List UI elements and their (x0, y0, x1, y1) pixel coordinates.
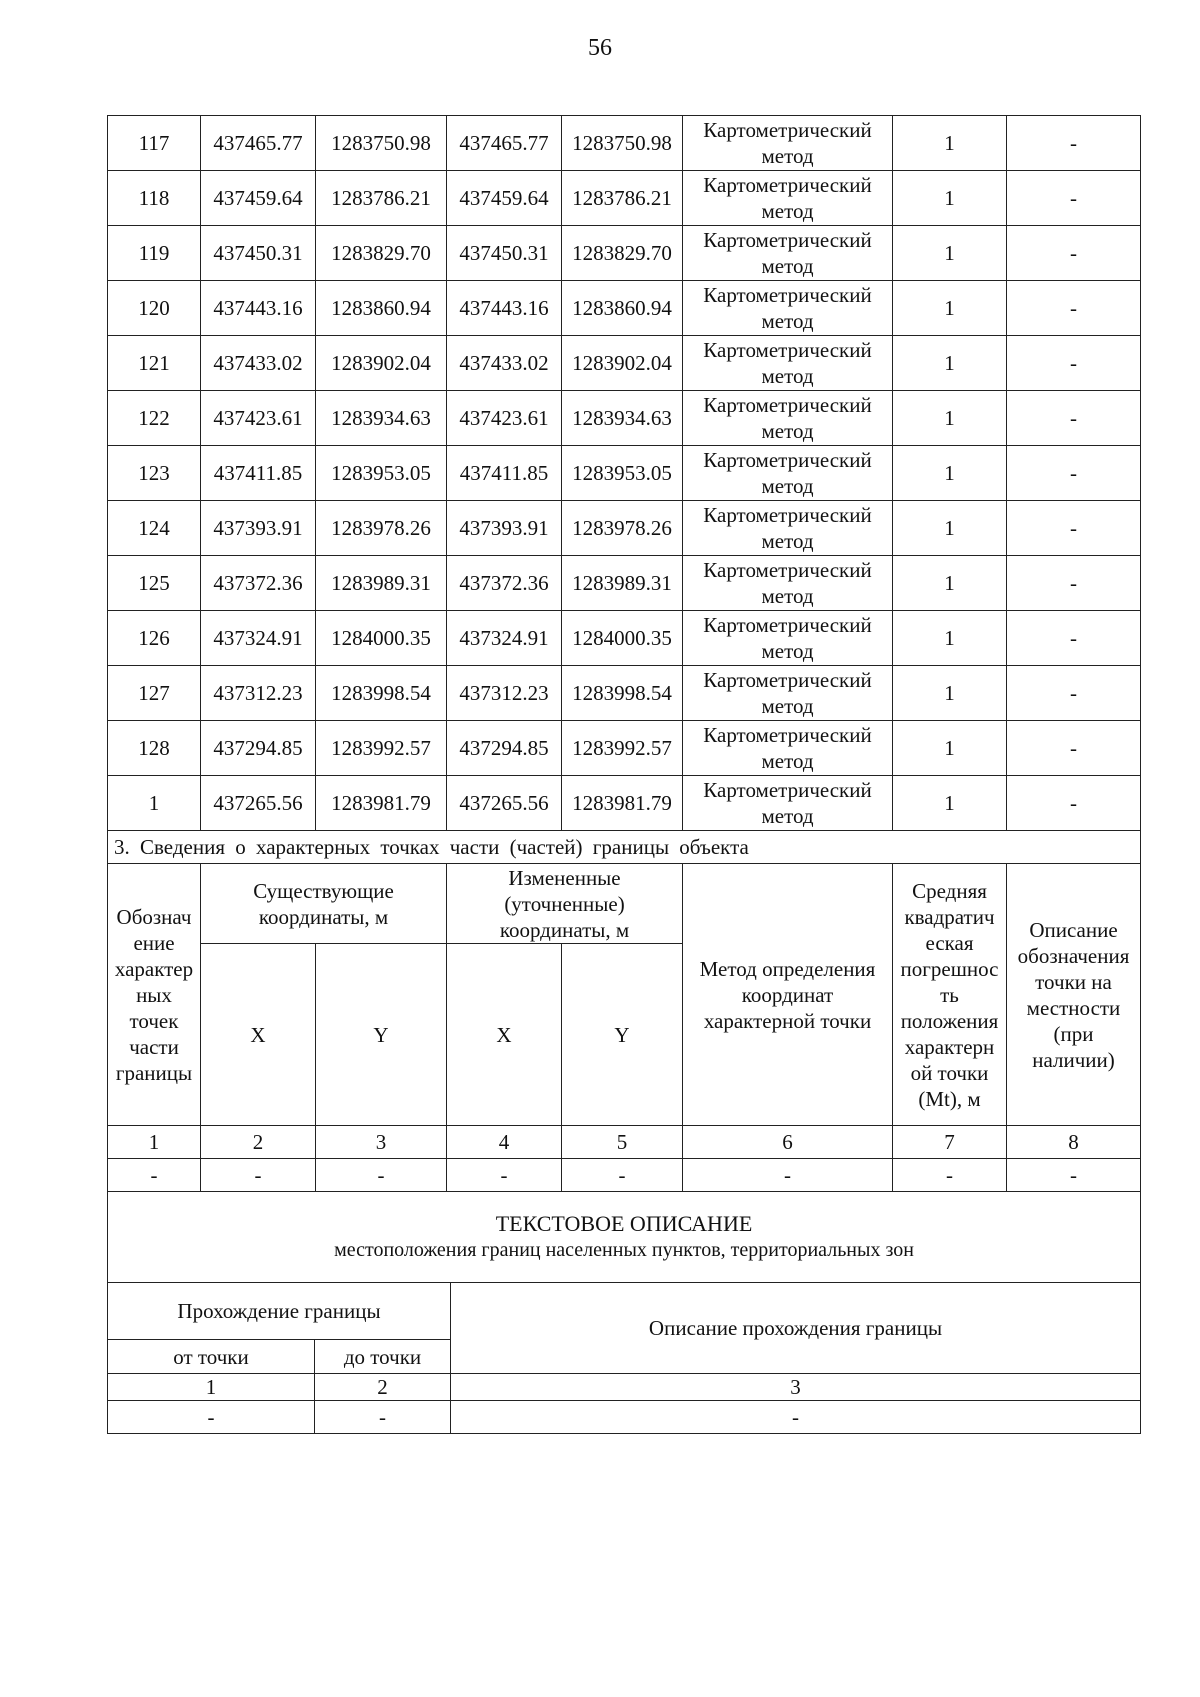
coord-y1: 1283992.57 (316, 721, 447, 776)
table-row (108, 666, 1141, 721)
method-line-1: Картометрический (703, 503, 872, 527)
coord-y1: 1284000.35 (316, 611, 447, 666)
method-line-1: Картометрический (703, 558, 872, 582)
coord-y2: 1283829.70 (562, 226, 683, 281)
coord-y1: 1283829.70 (316, 226, 447, 281)
point-id: 117 (108, 116, 201, 171)
method-cell (683, 556, 893, 611)
coord-x1: 437312.23 (201, 666, 316, 721)
header-from-point: от точки (108, 1340, 315, 1374)
method-line-1: Картометрический (703, 228, 872, 252)
coord-x1: 437459.64 (201, 171, 316, 226)
mean-error: 1 (893, 666, 1007, 721)
method-line-2: метод (761, 199, 814, 223)
coord-x2: 437411.85 (447, 446, 562, 501)
header-y-changed: Y (562, 944, 683, 1126)
method-cell (683, 611, 893, 666)
empty-cell: - (683, 1159, 893, 1192)
coord-x1: 437372.36 (201, 556, 316, 611)
mean-error: 1 (893, 391, 1007, 446)
mean-error: 1 (893, 171, 1007, 226)
table-row (108, 391, 1141, 446)
header-boundary-passage: Прохождение границы (108, 1283, 451, 1340)
header-x-changed: X (447, 944, 562, 1126)
coord-x1: 437443.16 (201, 281, 316, 336)
method-line-1: Картометрический (703, 393, 872, 417)
coord-y2: 1283934.63 (562, 391, 683, 446)
method-line-1: Картометрический (703, 668, 872, 692)
coord-x2: 437372.36 (447, 556, 562, 611)
point-description: - (1007, 666, 1141, 721)
table-row (108, 556, 1141, 611)
method-line-2: метод (761, 364, 814, 388)
method-cell (683, 666, 893, 721)
point-id: 127 (108, 666, 201, 721)
empty-cell: - (108, 1401, 315, 1434)
table-row (108, 226, 1141, 281)
col-number: 3 (316, 1126, 447, 1159)
coord-x2: 437433.02 (447, 336, 562, 391)
section-3-title: 3. Сведения о характерных точках части (частей) границы объекта (108, 831, 1141, 864)
table-row (108, 611, 1141, 666)
point-description: - (1007, 721, 1141, 776)
coord-x2: 437393.91 (447, 501, 562, 556)
mean-error: 1 (893, 776, 1007, 831)
header-passage-description: Описание прохождения границы (451, 1283, 1141, 1374)
method-line-1: Картометрический (703, 448, 872, 472)
coord-y2: 1283902.04 (562, 336, 683, 391)
method-line-2: метод (761, 419, 814, 443)
coord-x2: 437459.64 (447, 171, 562, 226)
coord-x2: 437312.23 (447, 666, 562, 721)
point-id: 120 (108, 281, 201, 336)
mean-error: 1 (893, 116, 1007, 171)
point-id: 125 (108, 556, 201, 611)
coord-y2: 1283860.94 (562, 281, 683, 336)
method-cell (683, 446, 893, 501)
col-number: 2 (315, 1374, 451, 1401)
col-number: 2 (201, 1126, 316, 1159)
point-id: 121 (108, 336, 201, 391)
coord-x2: 437450.31 (447, 226, 562, 281)
method-line-2: метод (761, 254, 814, 278)
header-to-point: до точки (315, 1340, 451, 1374)
col-number: 1 (108, 1126, 201, 1159)
coord-y2: 1284000.35 (562, 611, 683, 666)
header-method: Метод определения координат характерной точки (683, 864, 893, 1126)
text-description-heading (108, 1192, 1141, 1283)
method-line-1: Картометрический (703, 778, 872, 802)
point-id: 119 (108, 226, 201, 281)
coord-y2: 1283978.26 (562, 501, 683, 556)
method-line-1: Картометрический (703, 338, 872, 362)
coord-y1: 1283786.21 (316, 171, 447, 226)
point-description: - (1007, 116, 1141, 171)
empty-data-row (108, 1159, 1141, 1192)
mean-error: 1 (893, 446, 1007, 501)
col-number: 3 (451, 1374, 1141, 1401)
coord-y1: 1283989.31 (316, 556, 447, 611)
col-number: 8 (1007, 1126, 1141, 1159)
text-column-numbers-row (108, 1374, 1141, 1401)
coord-y2: 1283981.79 (562, 776, 683, 831)
method-cell (683, 501, 893, 556)
coord-x2: 437465.77 (447, 116, 562, 171)
coord-x2: 437324.91 (447, 611, 562, 666)
method-line-2: метод (761, 144, 814, 168)
header-mean-error: Средняя квадратич еская погрешнос ть положения характерн ой точки (Mt), м (893, 864, 1007, 1126)
mean-error: 1 (893, 226, 1007, 281)
mean-error: 1 (893, 556, 1007, 611)
empty-cell: - (201, 1159, 316, 1192)
point-id: 128 (108, 721, 201, 776)
method-cell (683, 391, 893, 446)
point-description: - (1007, 446, 1141, 501)
method-line-1: Картометрический (703, 723, 872, 747)
point-description: - (1007, 556, 1141, 611)
coord-y1: 1283902.04 (316, 336, 447, 391)
col-number: 4 (447, 1126, 562, 1159)
table-row (108, 446, 1141, 501)
method-line-2: метод (761, 584, 814, 608)
method-cell (683, 116, 893, 171)
column-numbers-row (108, 1126, 1141, 1159)
text-empty-row (108, 1401, 1141, 1434)
table-row (108, 501, 1141, 556)
point-id: 124 (108, 501, 201, 556)
method-line-2: метод (761, 694, 814, 718)
mean-error: 1 (893, 281, 1007, 336)
table-row (108, 116, 1141, 171)
point-description: - (1007, 226, 1141, 281)
coord-y2: 1283750.98 (562, 116, 683, 171)
method-line-2: метод (761, 804, 814, 828)
coord-y1: 1283934.63 (316, 391, 447, 446)
method-line-1: Картометрический (703, 118, 872, 142)
point-id: 1 (108, 776, 201, 831)
point-description: - (1007, 501, 1141, 556)
text-description-subtitle: местоположения границ населенных пунктов, территориальных зон (334, 1239, 914, 1261)
empty-cell: - (562, 1159, 683, 1192)
col-number: 7 (893, 1126, 1007, 1159)
table-row (108, 776, 1141, 831)
coord-y1: 1283750.98 (316, 116, 447, 171)
method-line-1: Картометрический (703, 613, 872, 637)
empty-cell: - (451, 1401, 1141, 1434)
empty-cell: - (108, 1159, 201, 1192)
point-id: 122 (108, 391, 201, 446)
point-description: - (1007, 336, 1141, 391)
method-line-2: метод (761, 474, 814, 498)
table-row (108, 281, 1141, 336)
point-description: - (1007, 391, 1141, 446)
coord-x1: 437393.91 (201, 501, 316, 556)
coord-x1: 437265.56 (201, 776, 316, 831)
coordinates-table (107, 115, 1141, 1192)
table-row (108, 171, 1141, 226)
method-cell (683, 336, 893, 391)
col-number: 5 (562, 1126, 683, 1159)
coord-y1: 1283860.94 (316, 281, 447, 336)
header-existing-coords: Существующие координаты, м (201, 864, 447, 944)
coord-x1: 437411.85 (201, 446, 316, 501)
coord-y1: 1283998.54 (316, 666, 447, 721)
empty-cell: - (447, 1159, 562, 1192)
header-changed-coords: Измененные (уточненные) координаты, м (447, 864, 683, 944)
coord-x2: 437443.16 (447, 281, 562, 336)
method-cell (683, 281, 893, 336)
method-cell (683, 226, 893, 281)
method-line-2: метод (761, 529, 814, 553)
method-line-2: метод (761, 309, 814, 333)
empty-cell: - (315, 1401, 451, 1434)
method-cell (683, 171, 893, 226)
method-cell (683, 776, 893, 831)
coord-y2: 1283992.57 (562, 721, 683, 776)
empty-cell: - (316, 1159, 447, 1192)
coord-x2: 437265.56 (447, 776, 562, 831)
point-id: 118 (108, 171, 201, 226)
coord-y2: 1283998.54 (562, 666, 683, 721)
coord-y1: 1283981.79 (316, 776, 447, 831)
coord-x1: 437423.61 (201, 391, 316, 446)
point-description: - (1007, 281, 1141, 336)
coord-x1: 437324.91 (201, 611, 316, 666)
method-line-2: метод (761, 749, 814, 773)
mean-error: 1 (893, 501, 1007, 556)
point-id: 123 (108, 446, 201, 501)
header-x-existing: X (201, 944, 316, 1126)
coord-x2: 437423.61 (447, 391, 562, 446)
header-y-existing: Y (316, 944, 447, 1126)
coord-x1: 437433.02 (201, 336, 316, 391)
coord-y2: 1283989.31 (562, 556, 683, 611)
point-description: - (1007, 171, 1141, 226)
coord-y1: 1283953.05 (316, 446, 447, 501)
point-id: 126 (108, 611, 201, 666)
empty-cell: - (893, 1159, 1007, 1192)
table-row (108, 721, 1141, 776)
coord-x2: 437294.85 (447, 721, 562, 776)
coord-y2: 1283953.05 (562, 446, 683, 501)
coord-y2: 1283786.21 (562, 171, 683, 226)
mean-error: 1 (893, 336, 1007, 391)
empty-cell: - (1007, 1159, 1141, 1192)
coord-x1: 437465.77 (201, 116, 316, 171)
header-designation: Обознач ение характер ных точек части границы (108, 864, 201, 1126)
mean-error: 1 (893, 721, 1007, 776)
coord-x1: 437450.31 (201, 226, 316, 281)
method-cell (683, 721, 893, 776)
col-number: 1 (108, 1374, 315, 1401)
point-description: - (1007, 776, 1141, 831)
method-line-2: метод (761, 639, 814, 663)
header-point-description: Описание обозначения точки на местности (при наличии) (1007, 864, 1141, 1126)
method-line-1: Картометрический (703, 173, 872, 197)
mean-error: 1 (893, 611, 1007, 666)
coord-y1: 1283978.26 (316, 501, 447, 556)
coord-x1: 437294.85 (201, 721, 316, 776)
method-line-1: Картометрический (703, 283, 872, 307)
col-number: 6 (683, 1126, 893, 1159)
point-description: - (1007, 611, 1141, 666)
text-description-table (107, 1191, 1141, 1434)
page-number: 56 (588, 35, 612, 61)
text-description-title: ТЕКСТОВОЕ ОПИСАНИЕ (495, 1211, 753, 1236)
table-row (108, 336, 1141, 391)
